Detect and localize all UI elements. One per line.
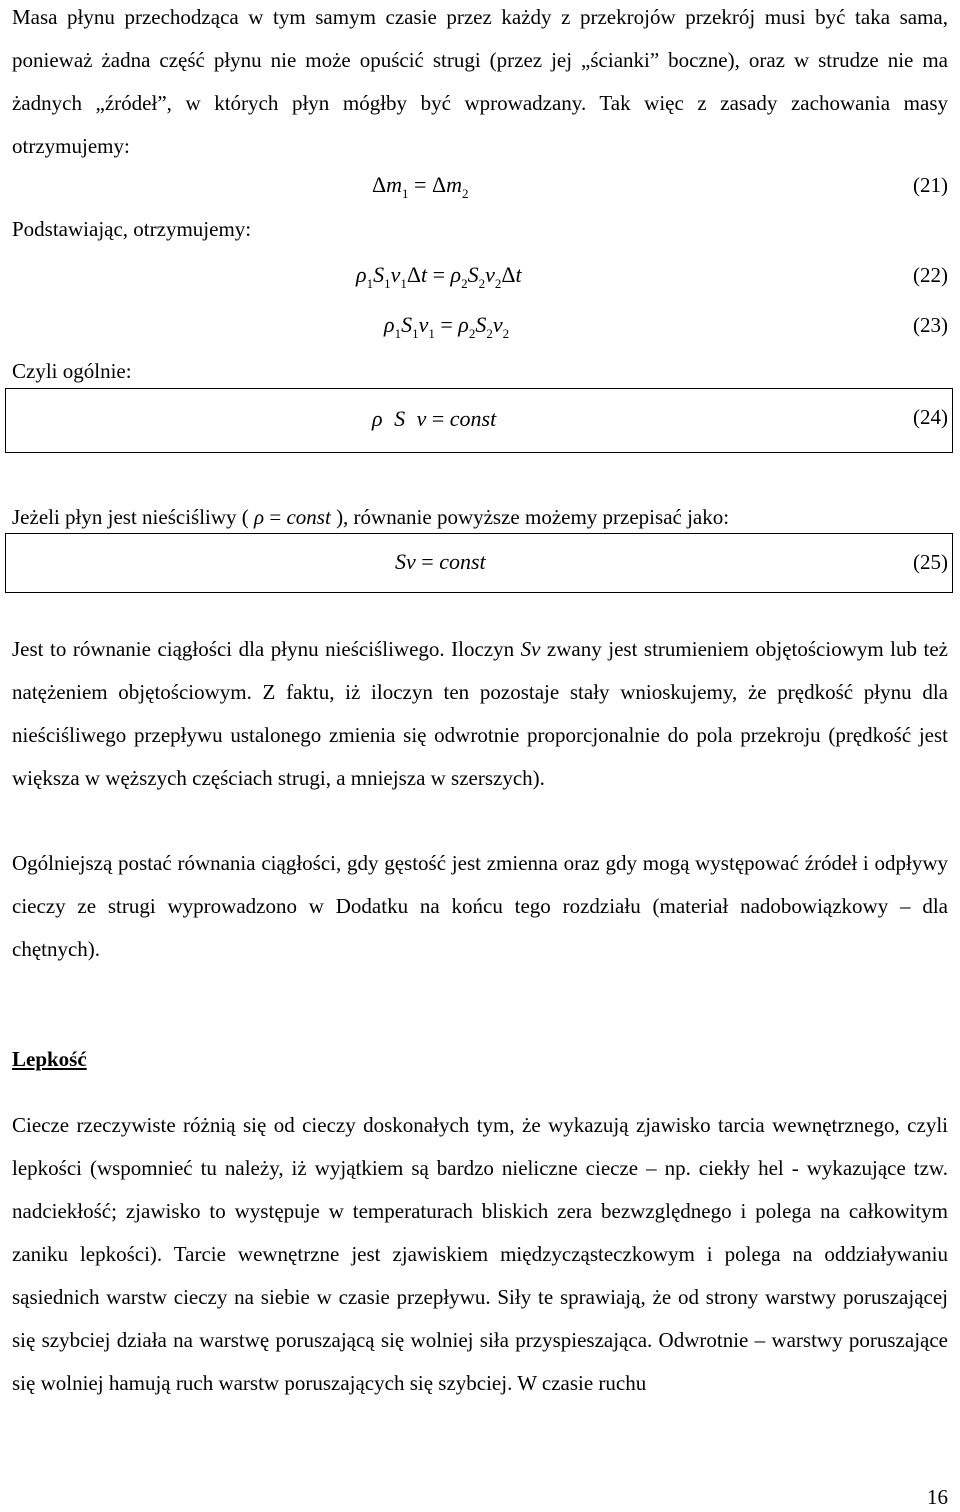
- continuity-paragraph: Jest to równanie ciągłości dla płynu nieściśliwego. Iloczyn Sv zwany jest strumieniem objętościowym lub też natężeniem objętościowym. Z faktu, iż iloczyn ten pozostaje stały wnioskujemy, że prędkość płynu dla nieściśliwego przepływu ustalonego zmienia się odwrotnie proporcjonalnie do pola przekroju (prędkość jest większa w węższych częściach strugi, a mniejsza w szerszych).: [12, 637, 948, 790]
- equation-22: $\rho_1S_1v_1\Delta t = \rho_2S_2v_2\Delta t$: [356, 262, 522, 291]
- equation-23: $\rho_1S_1v_1 = \rho_2S_2v_2$: [384, 312, 510, 341]
- equation-21: $\Delta m_1 = \Delta m_2$: [372, 172, 469, 201]
- section-heading-viscosity: Lepkość: [12, 1047, 87, 1071]
- equation-number-21: (21): [913, 173, 948, 197]
- viscosity-paragraph: Ciecze rzeczywiste różnią się od cieczy doskonałych tym, że wykazują zjawisko tarcia wewnętrznego, czyli lepkości (wspomnieć tu należy, iż wyjątkiem są bardzo nieliczne ciecze – np. ciekły hel - wykazujące tzw. nadciekłość; zjawisko to występuje w temperaturach bliskich zera bezwzględnego i polega na całkowitym zaniku lepkości). Tarcie wewnętrzne jest zjawiskiem międzycząsteczkowym i polega na oddziaływaniu sąsiednich warstw cieczy na siebie w czasie przepływu. Siły te sprawiają, że od strony warstwy poruszającej się szybciej działa na warstwę poruszającą się wolniej siła przyspieszająca. Odwrotnie – warstwy poruszające się wolniej hamują ruch warstw poruszających się szybciej. W czasie ruchu: [12, 1113, 948, 1395]
- equation-24: ρ S v = const: [372, 406, 497, 431]
- label-substituting: Podstawiając, otrzymujemy:: [12, 217, 252, 241]
- page-number: 16: [927, 1485, 948, 1509]
- equation-number-23: (23): [913, 313, 948, 337]
- rho-const-inline: ρ = const: [254, 505, 331, 529]
- equation-25: Sv = const: [395, 549, 486, 574]
- general-form-paragraph: Ogólniejszą postać równania ciągłości, gdy gęstość jest zmienna oraz gdy mogą występować źródeł i odpływy cieczy ze strugi wyprowadzono w Dodatku na końcu tego rozdziału (materiał nadobowiązkowy – dla chętnych).: [12, 851, 948, 961]
- equation-number-24: (24): [913, 405, 948, 429]
- intro-paragraph: Masa płynu przechodząca w tym samym czasie przez każdy z przekrojów przekrój musi być taka sama, ponieważ żadna część płynu nie może opuścić strugi (przez jej „ścianki” boczne), oraz w strudze nie ma żadnych „źródeł”, w których płyn mógłby być wprowadzany. Tak więc z zasady zachowania masy otrzymujemy:: [12, 5, 948, 158]
- label-generally: Czyli ogólnie:: [12, 359, 132, 383]
- equation-number-25: (25): [913, 550, 948, 574]
- incompressible-line: Jeżeli płyn jest nieściśliwy ( ρ = const ), równanie powyższe możemy przepisać jako:: [12, 505, 730, 529]
- equation-number-22: (22): [913, 263, 948, 287]
- const-word: const: [449, 406, 497, 431]
